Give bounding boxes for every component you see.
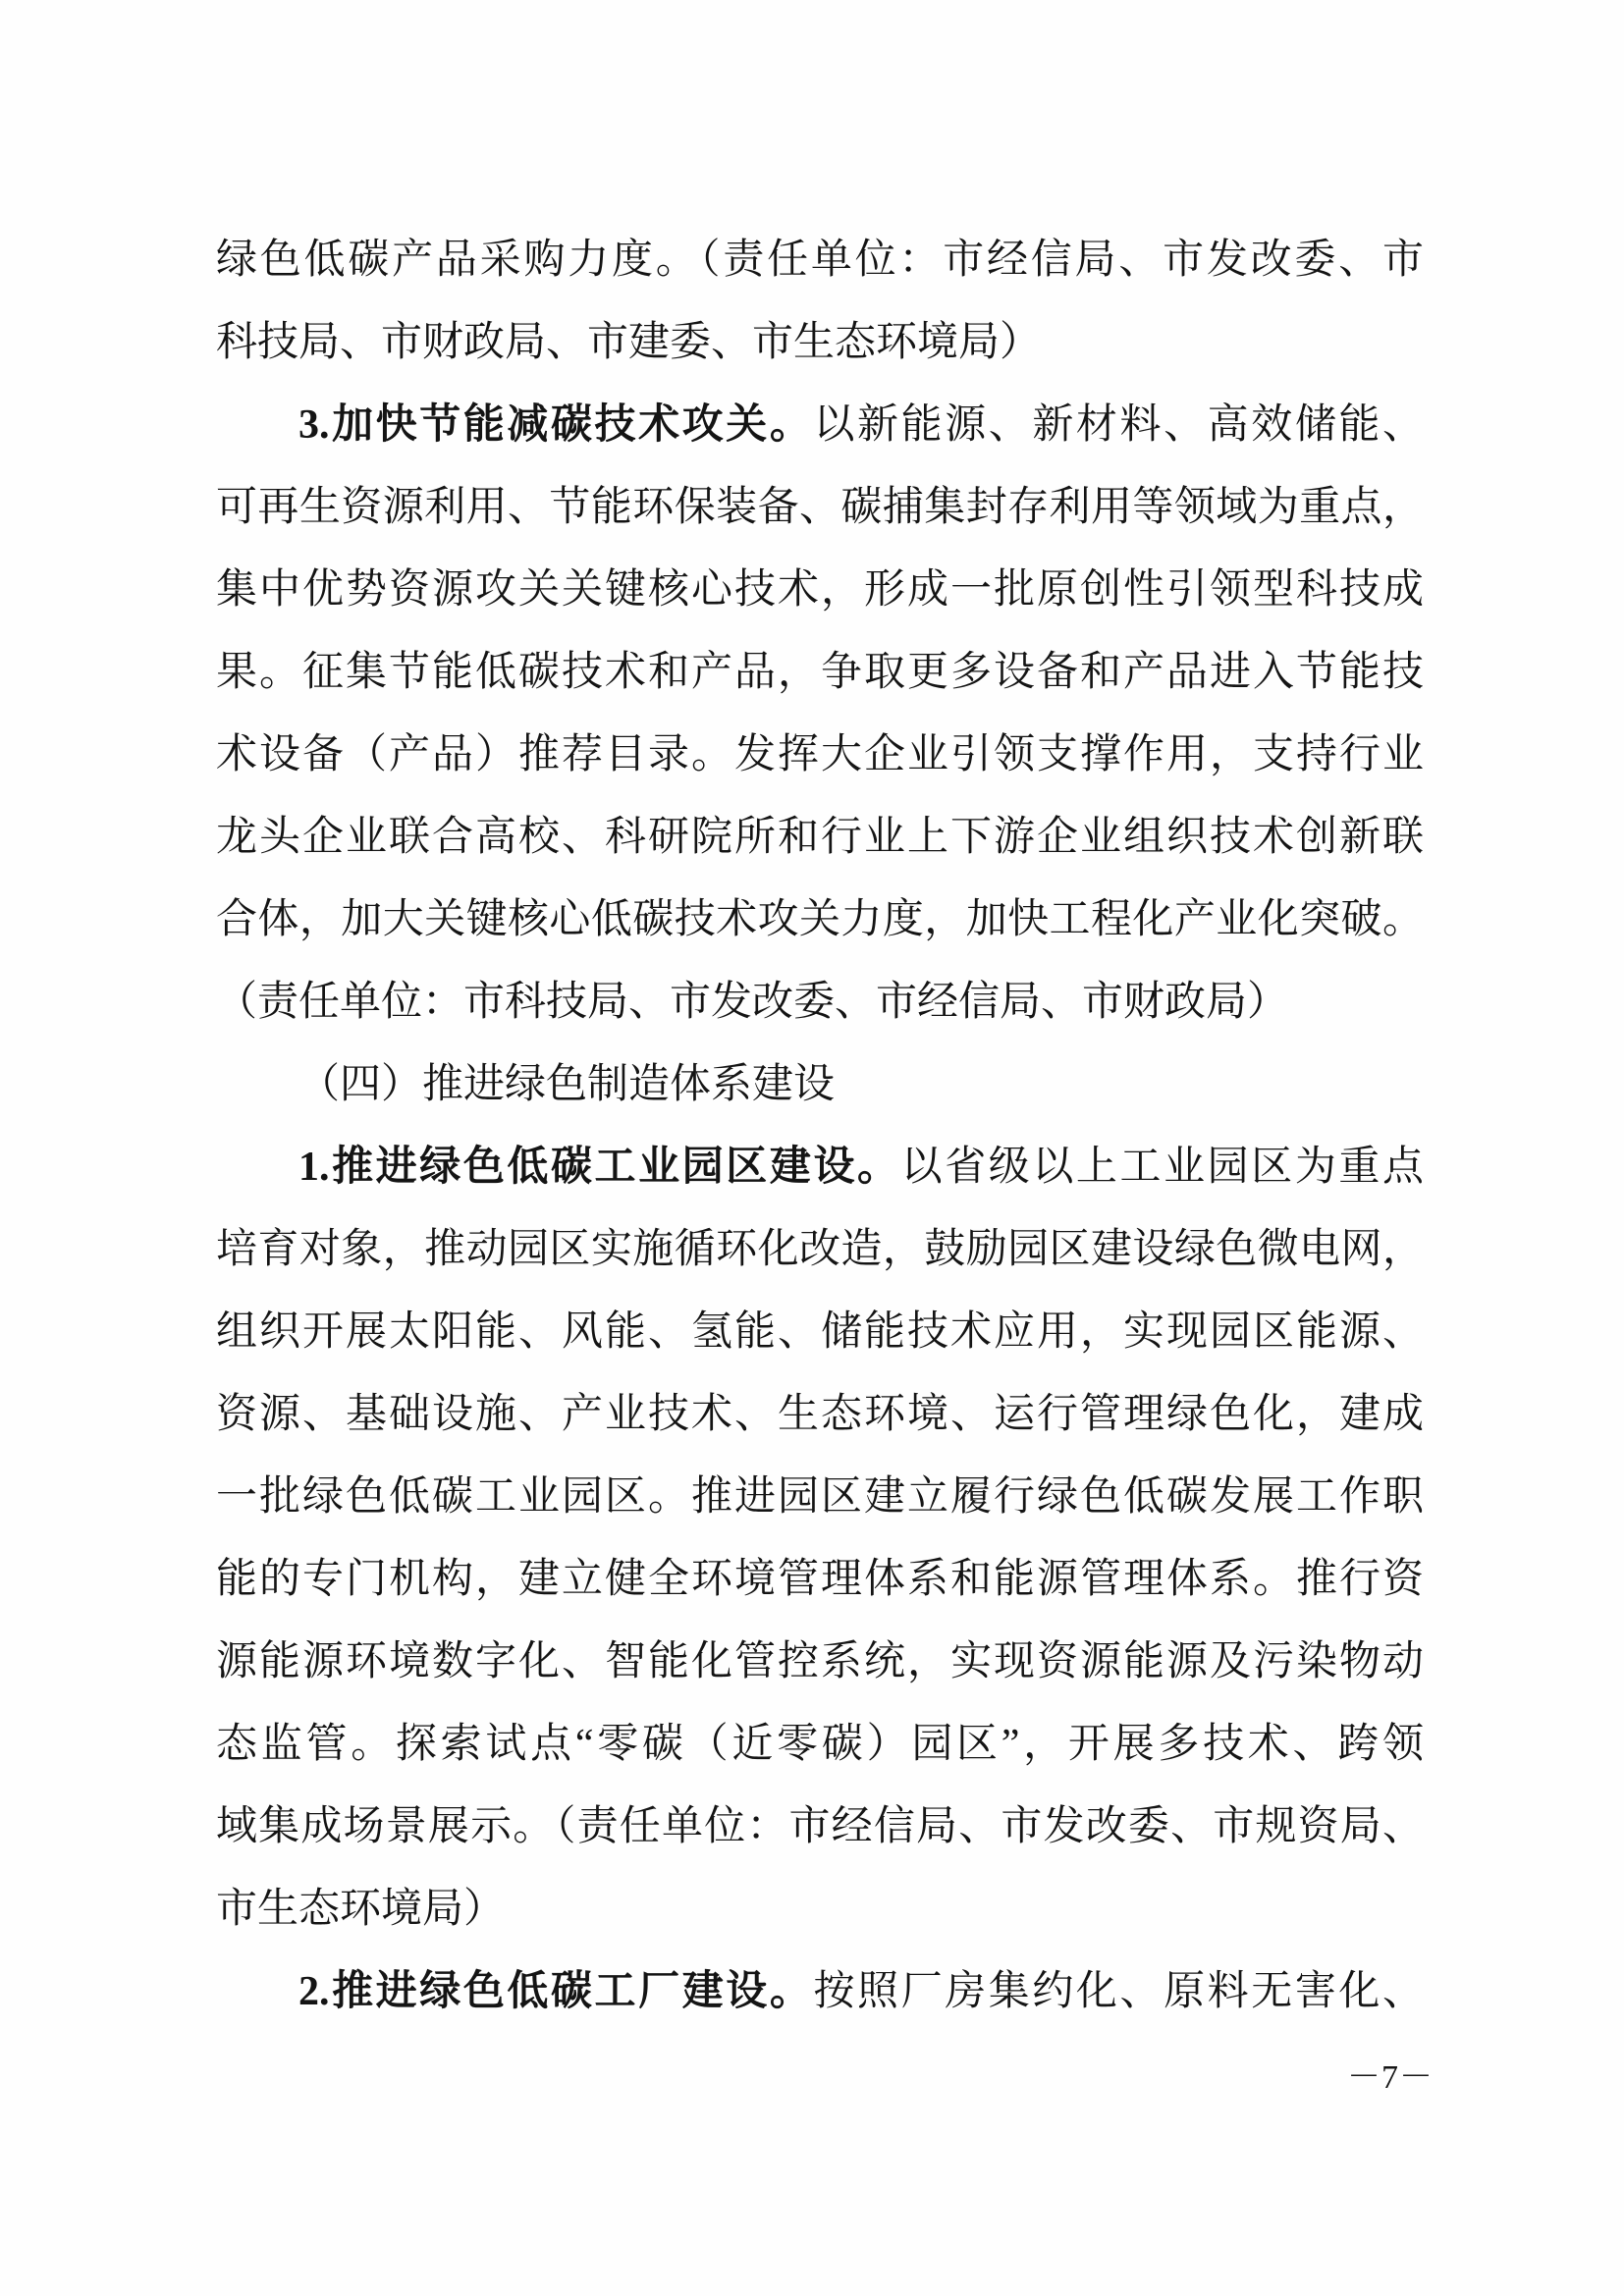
text-line [216, 1373, 1424, 1456]
body-segment: 域集成场景展示。（责任单位：市经信局、市发改委、市规资局、 [216, 1804, 1424, 1849]
heading-segment: 1.推进绿色低碳工业园区建设。 [298, 1145, 901, 1190]
body-segment: 一批绿色低碳工业园区。推进园区建立履行绿色低碳发展工作职 [216, 1474, 1424, 1520]
body-segment: 科技局、市财政局、市建委、市生态环境局） [216, 320, 1042, 365]
body-segment: 术设备（产品）推荐目录。发挥大企业引领支撑作用，支持行业 [216, 732, 1424, 777]
heading-segment: 3.加快节能减碳技术攻关。 [298, 402, 814, 448]
text-line [216, 1621, 1424, 1703]
body-segment: （四）推进绿色制造体系建设 [298, 1062, 836, 1107]
text-line [216, 1868, 1424, 1950]
heading-segment: 2.推进绿色低碳工厂建设。 [298, 1969, 814, 2014]
text-line [216, 879, 1424, 961]
page-number: －7－ [1347, 2059, 1434, 2096]
text-line [216, 1291, 1424, 1373]
body-segment: 集中优势资源攻关关键核心技术，形成一批原创性引领型科技成 [216, 567, 1424, 613]
text-line [216, 1950, 1424, 2033]
text-line [216, 961, 1424, 1043]
body-segment: 市生态环境局） [216, 1887, 506, 1932]
body-segment: 绿色低碳产品采购力度。（责任单位：市经信局、市发改委、市 [216, 238, 1424, 283]
text-line [216, 466, 1424, 549]
text-line [216, 1538, 1424, 1621]
body-segment: 培育对象，推动园区实施循环化改造，鼓励园区建设绿色微电网， [216, 1227, 1424, 1272]
text-line [216, 1456, 1424, 1538]
body-segment: 可再生资源利用、节能环保装备、碳捕集封存利用等领域为重点， [216, 485, 1424, 530]
body-segment: 龙头企业联合高校、科研院所和行业上下游企业组织技术创新联 [216, 815, 1424, 860]
text-line [216, 219, 1424, 301]
text-line [216, 1703, 1424, 1786]
text-line [216, 631, 1424, 714]
body-segment: 以省级以上工业园区为重点 [900, 1145, 1424, 1190]
text-line [216, 796, 1424, 879]
text-line [216, 1786, 1424, 1868]
body-segment: 果。征集节能低碳技术和产品，争取更多设备和产品进入节能技 [216, 650, 1424, 695]
text-line [216, 549, 1424, 631]
text-line [216, 384, 1424, 466]
text-line [216, 714, 1424, 796]
text-line [216, 1208, 1424, 1291]
body-segment: 态监管。探索试点“零碳（近零碳）园区”，开展多技术、跨领 [216, 1722, 1424, 1767]
body-segment: 组织开展太阳能、风能、氢能、储能技术应用，实现园区能源、 [216, 1309, 1424, 1355]
text-line [216, 1126, 1424, 1208]
body-segment: 以新能源、新材料、高效储能、 [813, 402, 1424, 448]
body-segment: 按照厂房集约化、原料无害化、 [813, 1969, 1424, 2014]
body-segment: 能的专门机构，建立健全环境管理体系和能源管理体系。推行资 [216, 1557, 1424, 1602]
body-segment: 合体，加大关键核心低碳技术攻关力度，加快工程化产业化突破。 [216, 897, 1424, 942]
text-block [216, 219, 1424, 2033]
text-line [216, 1043, 1424, 1126]
text-line [216, 301, 1424, 384]
body-segment: （责任单位：市科技局、市发改委、市经信局、市财政局） [216, 980, 1289, 1025]
body-segment: 资源、基础设施、产业技术、生态环境、运行管理绿色化，建成 [216, 1392, 1424, 1437]
body-segment: 源能源环境数字化、智能化管控系统，实现资源能源及污染物动 [216, 1639, 1424, 1684]
